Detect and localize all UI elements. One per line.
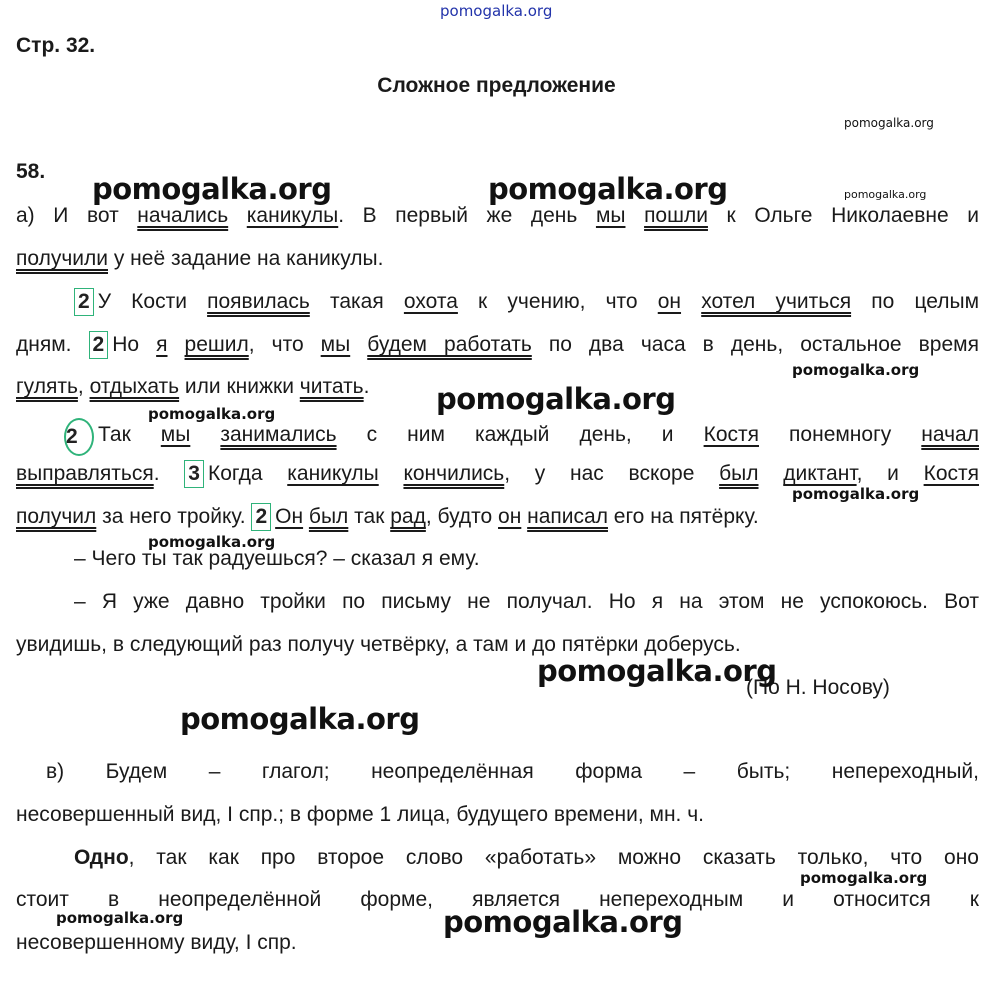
predicate: появилась — [207, 290, 310, 313]
analysis-line-2: несовершенный вид, I спр.; в форме 1 лица, будущего времени, мн. ч. — [16, 803, 704, 826]
predicate: хотел учиться — [701, 290, 852, 313]
dialogue-line-2: – Я уже давно тройки по письму не получал. Но я на этом не успокоюсь. Вот — [74, 590, 979, 613]
watermark: pomogalka.org — [792, 485, 920, 503]
watermark: pomogalka.org — [800, 869, 928, 887]
subject: охота — [403, 290, 458, 313]
subject: он — [657, 290, 682, 313]
subject: Он — [275, 505, 304, 528]
text-line-5: гулять, отдыхать или книжки читать. — [16, 375, 370, 398]
text-line-1: а) И вот начались каникулы. В первый же день мы пошли к Ольге Николаевне и — [16, 204, 979, 227]
watermark: pomogalka.org — [488, 172, 728, 206]
subject: Костя — [923, 462, 980, 485]
subject: каникулы — [246, 204, 339, 227]
parts-count-badge: 2 — [251, 503, 271, 531]
text-line-8: получил за него тройку. 2 Он был так рад, будто он написал его на пятёрку. — [16, 502, 979, 532]
dialogue-line-3: увидишь, в следующий раз получу четвёрку, а там и до пятёрки доберусь. — [16, 633, 741, 656]
watermark: pomogalka.org — [148, 405, 276, 423]
text-line-7: выправляться. 3 Когда каникулы кончились, у нас вскоре был диктант, и Костя — [16, 459, 979, 489]
predicate: гулять — [16, 375, 78, 398]
parts-count-badge: 2 — [89, 331, 109, 359]
exercise-number: 58. — [16, 160, 46, 183]
predicate: читать — [299, 375, 364, 398]
parts-count-badge: 3 — [184, 460, 204, 488]
predicate: кончились — [403, 462, 505, 485]
predicate: был — [719, 462, 759, 485]
watermark: pomogalka.org — [180, 702, 420, 736]
watermark: pomogalka.org — [443, 905, 683, 939]
analysis-line-4: стоит в неопределённой форме, является непереходным и относится к — [16, 888, 979, 911]
analysis-line-1: в) Будем – глагол; неопределённая форма – быть; непереходный, — [46, 760, 979, 783]
watermark: pomogalka.org — [792, 361, 920, 379]
top-watermark: pomogalka.org — [440, 2, 553, 20]
watermark: pomogalka.org — [92, 172, 332, 206]
predicate: занимались — [220, 423, 337, 446]
bold-word: Одно — [74, 846, 129, 869]
predicate: получил — [16, 505, 97, 528]
predicate: будем работать — [367, 333, 532, 356]
watermark: pomogalka.org — [436, 382, 676, 416]
subject: Костя — [703, 423, 759, 446]
watermark: pomogalka.org — [844, 116, 934, 130]
dialogue-line-1: – Чего ты так радуешься? – сказал я ему. — [74, 547, 480, 570]
subject: мы — [160, 423, 191, 446]
predicate: начались — [137, 204, 229, 227]
page-label: Стр. 32. — [16, 34, 96, 57]
predicate: начал — [921, 423, 979, 446]
watermark: pomogalka.org — [844, 188, 927, 201]
text-line-2: получили у неё задание на каникулы. — [16, 247, 384, 270]
predicate: выправляться — [16, 462, 154, 485]
text-line-6: 2 Так мы занимались с ним каждый день, и Костя понемногу начал — [64, 416, 979, 446]
predicate: получили — [16, 247, 108, 270]
subject: диктант — [783, 462, 857, 485]
predicate: рад — [390, 505, 426, 528]
watermark: pomogalka.org — [148, 533, 276, 551]
predicate: отдыхать — [89, 375, 180, 398]
subject: мы — [320, 333, 351, 356]
text-line-4: дням. 2 Но я решил, что мы будем работать по два часа в день, остальное время — [16, 330, 979, 360]
watermark: pomogalka.org — [56, 909, 184, 927]
subject: он — [498, 505, 522, 528]
subject: мы — [595, 204, 626, 227]
text-line-3: 2 У Кости появилась такая охота к учению, что он хотел учиться по целым — [74, 287, 979, 317]
parts-count-badge: 2 — [74, 288, 94, 316]
attribution: (По Н. Носову) — [746, 676, 890, 699]
predicate: решил — [184, 333, 249, 356]
predicate: был — [308, 505, 349, 528]
watermark: pomogalka.org — [537, 654, 777, 688]
subject: каникулы — [287, 462, 379, 485]
circled-parts-count-badge: 2 — [64, 418, 94, 456]
analysis-line-5: несовершенному виду, I спр. — [16, 931, 297, 954]
analysis-line-3: Одно, так как про второе слово «работать» можно сказать только, что оно — [74, 846, 979, 869]
page-title: Сложное предложение — [377, 74, 616, 97]
subject: я — [156, 333, 168, 356]
predicate: написал — [527, 505, 608, 528]
predicate: пошли — [644, 204, 708, 227]
